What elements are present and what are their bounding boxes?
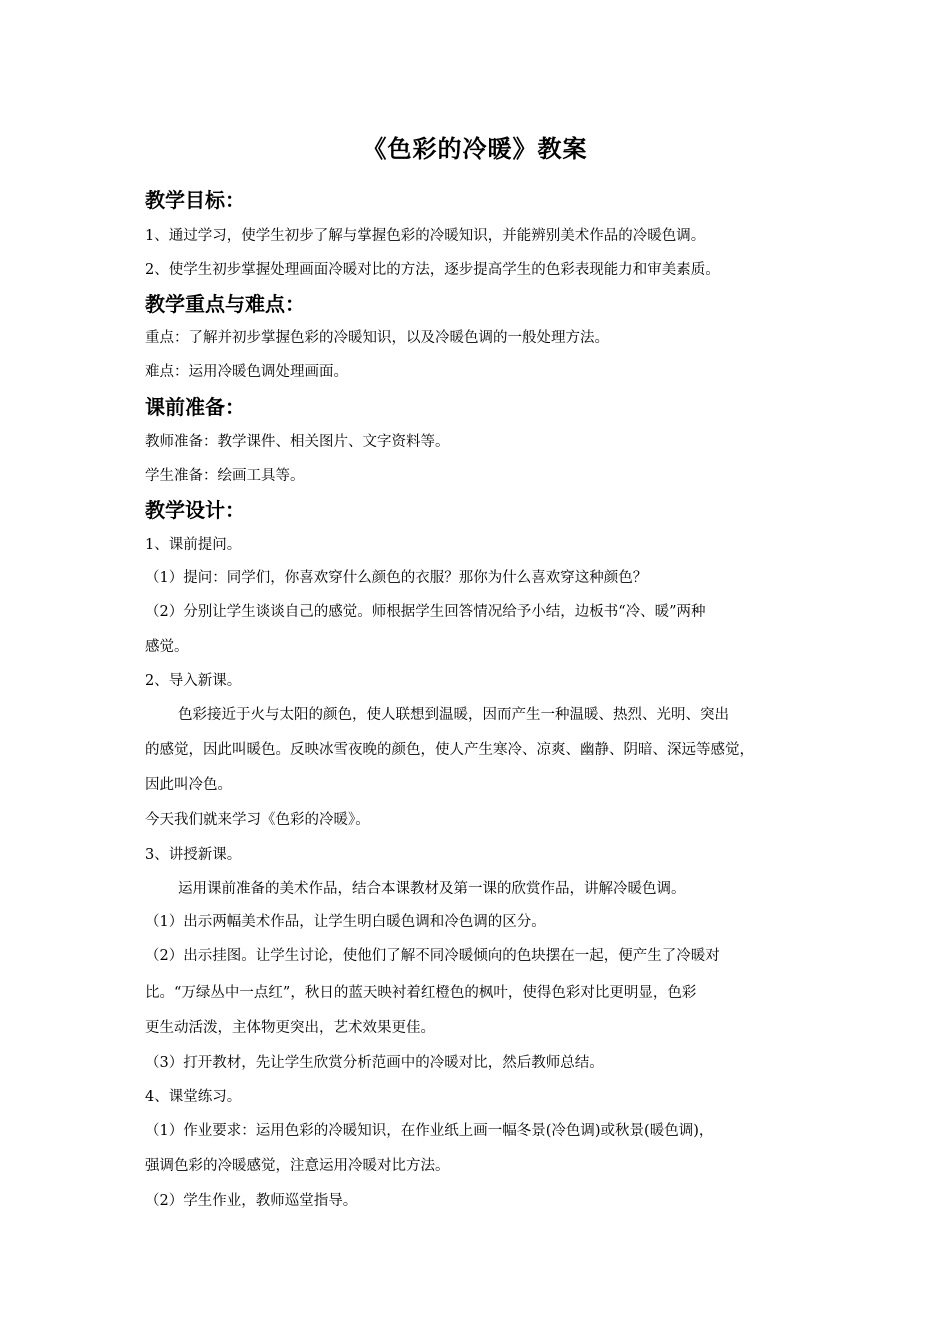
design-line-7: 的感觉，因此叫暖色。反映冰雪夜晚的颜色，使人产生寒冷、凉爽、幽静、阴暗、深远等感觉， [145, 742, 754, 758]
design-line-10: 3、讲授新课。 [145, 847, 242, 863]
heading-key-points: 教学重点与难点： [145, 292, 305, 316]
objective-line-1: 1、通过学习，使学生初步了解与掌握色彩的冷暖知识，并能辨别美术作品的冷暖色调。 [145, 228, 706, 244]
preparation-line-2: 学生准备：绘画工具等。 [145, 468, 305, 484]
design-line-15: 更生动活泼，主体物更突出，艺术效果更佳。 [145, 1020, 435, 1036]
design-line-12: （1）出示两幅美术作品，让学生明白暖色调和冷色调的区分。 [145, 914, 546, 930]
design-line-1: 1、课前提问。 [145, 537, 242, 553]
design-line-16: （3）打开教材，先让学生欣赏分析范画中的冷暖对比，然后教师总结。 [145, 1055, 604, 1071]
design-line-13: （2）出示挂图。让学生讨论，使他们了解不同冷暖倾向的色块摆在一起，便产生了冷暖对 [145, 948, 720, 964]
design-line-5: 2、导入新课。 [145, 673, 242, 689]
document-title: 《色彩的冷暖》教案 [362, 134, 588, 163]
key-point-line-2: 难点：运用冷暖色调处理画面。 [145, 364, 348, 380]
design-line-9: 今天我们就来学习《色彩的冷暖》。 [145, 812, 370, 828]
design-line-6: 色彩接近于火与太阳的颜色，使人联想到温暖，因而产生一种温暖、热烈、光明、突出 [178, 707, 729, 723]
design-line-8: 因此叫冷色。 [145, 777, 232, 793]
heading-preparation: 课前准备： [145, 395, 245, 419]
key-point-line-1: 重点：了解并初步掌握色彩的冷暖知识，以及冷暖色调的一般处理方法。 [145, 330, 609, 346]
design-line-14: 比。“万绿丛中一点红”，秋日的蓝天映衬着红橙色的枫叶，使得色彩对比更明显，色彩 [145, 985, 697, 1001]
design-line-20: （2）学生作业，教师巡堂指导。 [145, 1193, 358, 1209]
design-line-2: （1）提问：同学们，你喜欢穿什么颜色的衣服？那你为什么喜欢穿这种颜色？ [145, 570, 648, 586]
heading-design: 教学设计： [145, 498, 245, 522]
design-line-18: （1）作业要求：运用色彩的冷暖知识，在作业纸上画一幅冬景(冷色调)或秋景(暖色调)， [145, 1123, 714, 1139]
heading-objectives: 教学目标： [145, 188, 245, 212]
design-line-3: （2）分别让学生谈谈自己的感觉。师根据学生回答情况给予小结，边板书“冷、暖”两种 [145, 604, 706, 620]
design-line-19: 强调色彩的冷暖感觉，注意运用冷暖对比方法。 [145, 1158, 450, 1174]
objective-line-2: 2、使学生初步掌握处理画面冷暖对比的方法，逐步提高学生的色彩表现能力和审美素质。 [145, 262, 720, 278]
preparation-line-1: 教师准备：教学课件、相关图片、文字资料等。 [145, 434, 450, 450]
design-line-4: 感觉。 [145, 639, 189, 655]
design-line-17: 4、课堂练习。 [145, 1089, 242, 1105]
design-line-11: 运用课前准备的美术作品，结合本课教材及第一课的欣赏作品，讲解冷暖色调。 [178, 881, 686, 897]
